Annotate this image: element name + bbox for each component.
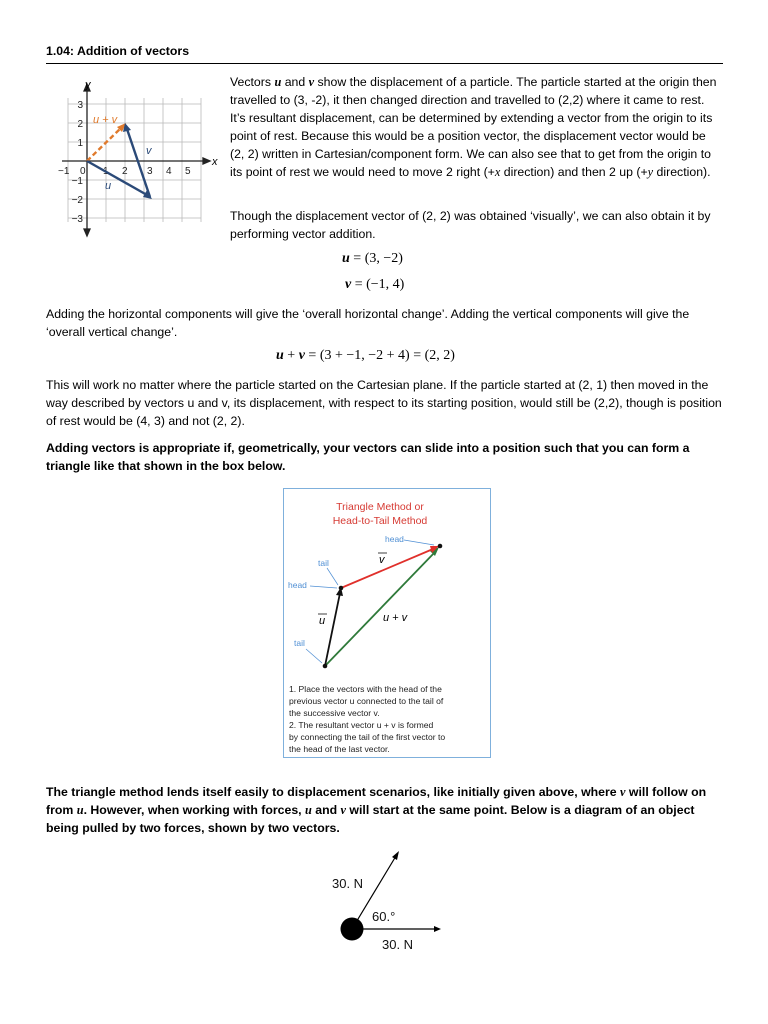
y-tick-label: 3 [77, 100, 83, 111]
vector-v-arrow [341, 546, 439, 588]
axis-y-label: y [85, 79, 91, 91]
object-body [341, 918, 364, 941]
equation-sum: u + v = (3 + −1, −2 + 4) = (2, 2) [276, 348, 455, 363]
box-title-line-1: Triangle Method or [336, 501, 424, 513]
x-tick-label: 4 [166, 166, 172, 177]
triangle-method-diagram [284, 489, 490, 757]
box-note-line: the successive vector v. [289, 708, 380, 718]
axis-x-label: x [212, 156, 218, 168]
vector-v [123, 123, 150, 197]
y-tick-label: −1 [71, 176, 83, 187]
equation-v: v = (−1, 4) [345, 277, 405, 292]
coordinate-graph [52, 76, 220, 238]
force-vector-2 [352, 926, 441, 932]
box-note-line: 2. The resultant vector u + v is formed [289, 720, 434, 730]
box-note-line: by connecting the tail of the first vector to [289, 732, 446, 742]
force-2-label: 30. N [382, 937, 414, 952]
paragraph-forces-intro: The triangle method lends itself easily to displacement scenarios, like initially given above, where v will follow on from u. However, when working with forces, u and v will start at the same point. Below is a diagram of an object being pulled by two forces, shown by two vectors. [46, 785, 707, 835]
y-tick-label: 1 [77, 138, 83, 149]
y-tick-label: 2 [77, 119, 83, 130]
y-tick-labels [72, 100, 84, 225]
force-1-label: 30. N [332, 876, 364, 891]
label-head-top: head [385, 534, 404, 544]
heading-divider [46, 63, 723, 64]
page-heading: 1.04: Addition of vectors [46, 44, 190, 58]
intro-paragraph-1: Vectors u and v show the displacement of a particle. The particle started at the origin then travelled to (3, -2), it then changed direction and travelled to (2,2) where it came to rest. It’s resultant displacement, can be determined by extending a vector from the origin to its point of rest. Because this would be a position vector, the displacement vector would be (2, 2) written in Cartesian/component form. We can also see that to get from the origin to its point of rest we would need to move 2 right (+x direction) and then 2 up (+y direction). [230, 75, 717, 179]
label-tail-mid: tail [318, 558, 329, 568]
x-tick-label: −1 [58, 166, 70, 177]
joint-point [339, 586, 344, 591]
x-tick-label: 0 [80, 166, 86, 177]
force-diagram [320, 845, 460, 957]
label-u-plus-v: u + v [93, 114, 118, 126]
graph-axes [62, 84, 210, 236]
x-tick-label: 5 [185, 166, 191, 177]
paragraph-triangle-intro: Adding vectors is appropriate if, geometrically, your vectors can slide into a position such that you can form a triangle like that shown in the box below. [46, 441, 690, 473]
y-tick-label: −3 [71, 214, 83, 225]
box-note-line: 1. Place the vectors with the head of the [289, 684, 442, 694]
box-title-line-2: Head-to-Tail Method [332, 515, 428, 527]
label-v: v [146, 145, 152, 157]
intro-paragraph-2: Though the displacement vector of (2, 2) was obtained ‘visually’, we can also obtain it by performing vector addition. [230, 209, 711, 241]
equation-u: u = (3, −2) [342, 251, 403, 266]
y-tick-label: −2 [71, 195, 83, 206]
angle-label: 60.° [372, 909, 396, 924]
box-note-line: the head of the last vector. [289, 744, 390, 754]
paragraph-start-position: This will work no matter where the particle started on the Cartesian plane. If the particle started at (2, 1) then moved in the way described by vectors u and v, its displacement, with respect to its starting position, would still be (2,2), though is position of rest would be (4, 3) and not (2, 2). [46, 378, 722, 428]
head-point-top [438, 544, 443, 549]
tail-point-bottom [323, 664, 328, 669]
label-u: u [105, 180, 112, 192]
label-v-vector: v [379, 554, 385, 566]
box-note-line: previous vector u connected to the tail of [289, 696, 444, 706]
label-u-plus-v-vector: u + v [383, 612, 408, 624]
x-tick-label: 3 [147, 166, 153, 177]
label-head-mid: head [288, 580, 307, 590]
x-tick-label: 2 [122, 166, 128, 177]
triangle-method-box [283, 488, 491, 758]
vector-u-arrow [325, 587, 343, 666]
label-tail-bottom: tail [294, 638, 305, 648]
label-u-vector: u [319, 615, 326, 627]
paragraph-components: Adding the horizontal components will give the ‘overall horizontal change’. Adding the vertical components will give the ‘overall vertical change’. [46, 307, 690, 339]
